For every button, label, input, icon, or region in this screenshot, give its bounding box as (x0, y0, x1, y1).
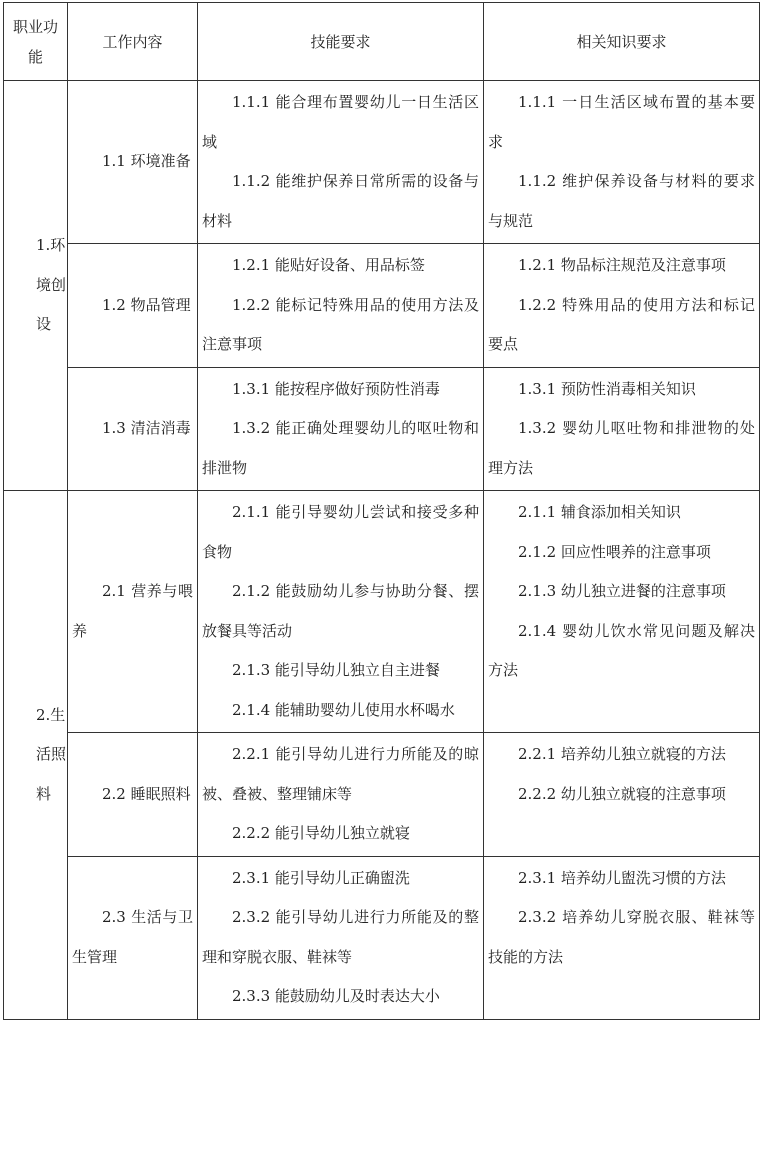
work-label: 1.3 清洁消毒 (102, 419, 191, 437)
table-row (4, 81, 760, 244)
skills-cell (198, 367, 484, 491)
skills-cell (198, 491, 484, 733)
table-row (4, 733, 760, 857)
table-row (4, 491, 760, 733)
work-label: 2.2 睡眠照料 (102, 784, 191, 803)
work-label: 1.1 环境准备 (102, 152, 191, 171)
knowledge-item: 2.1.2 回应性喂养的注意事项 (518, 542, 711, 561)
skill-item: 2.3.1 能引导幼儿正确盥洗 (232, 868, 410, 887)
work-cell (68, 244, 198, 368)
skills-cell (198, 733, 484, 857)
table-row (4, 367, 760, 491)
header-knowledge: 相关知识要求 (484, 3, 760, 81)
knowledge-item: 2.3.1 培养幼儿盥洗习惯的方法 (518, 868, 726, 887)
work-cell (68, 491, 198, 733)
work-cell (68, 81, 198, 244)
table-row (4, 856, 760, 1019)
work-label: 2.3 生活与卫生管理 (72, 908, 193, 966)
header-row (4, 3, 760, 81)
skill-item: 1.2.1 能贴好设备、用品标签 (232, 256, 425, 274)
knowledge-item: 2.3.2 培养幼儿穿脱衣服、鞋袜等技能的方法 (488, 908, 755, 966)
skill-item: 2.3.3 能鼓励幼儿及时表达大小 (232, 987, 440, 1005)
knowledge-cell (484, 81, 760, 244)
knowledge-item: 2.1.1 辅食添加相关知识 (518, 503, 681, 521)
skills-cell (198, 856, 484, 1019)
header-skills: 技能要求 (198, 3, 484, 81)
skill-item: 2.1.1 能引导婴幼儿尝试和接受多种食物 (202, 503, 479, 561)
work-label: 1.2 物品管理 (102, 295, 191, 314)
skill-item: 2.1.2 能鼓励幼儿参与协助分餐、摆放餐具等活动 (202, 582, 479, 640)
knowledge-item: 1.3.1 预防性消毒相关知识 (518, 379, 696, 398)
knowledge-item: 1.1.1 一日生活区域布置的基本要求 (488, 93, 755, 151)
function-cell (4, 491, 68, 1020)
knowledge-item: 1.2.2 特殊用品的使用方法和标记要点 (488, 295, 755, 353)
work-cell (68, 733, 198, 857)
work-cell (68, 367, 198, 491)
skill-item: 1.3.2 能正确处理婴幼儿的呕吐物和排泄物 (202, 419, 479, 477)
skills-cell (198, 81, 484, 244)
knowledge-item: 1.1.2 维护保养设备与材料的要求与规范 (488, 172, 755, 230)
knowledge-item: 2.1.3 幼儿独立进餐的注意事项 (518, 582, 726, 600)
header-function: 职业功能 (4, 3, 68, 81)
knowledge-item: 2.2.1 培养幼儿独立就寝的方法 (518, 745, 726, 763)
knowledge-item: 1.3.2 婴幼儿呕吐物和排泄物的处理方法 (488, 419, 755, 477)
function-cell (4, 81, 68, 491)
skill-item: 2.1.3 能引导幼儿独立自主进餐 (232, 661, 440, 679)
skills-cell (198, 244, 484, 368)
header-work-content: 工作内容 (68, 3, 198, 81)
competency-table (3, 2, 760, 1020)
knowledge-item: 2.2.2 幼儿独立就寝的注意事项 (518, 784, 726, 803)
function-label: 2.生活照料 (36, 705, 67, 803)
knowledge-cell (484, 856, 760, 1019)
skill-item: 1.1.2 能维护保养日常所需的设备与材料 (202, 172, 479, 230)
skill-item: 1.1.1 能合理布置婴幼儿一日生活区域 (202, 93, 479, 151)
knowledge-cell (484, 244, 760, 368)
knowledge-item: 1.2.1 物品标注规范及注意事项 (518, 256, 726, 274)
knowledge-cell (484, 733, 760, 857)
knowledge-cell (484, 367, 760, 491)
knowledge-item: 2.1.4 婴幼儿饮水常见问题及解决方法 (488, 621, 755, 679)
skill-item: 1.3.1 能按程序做好预防性消毒 (232, 379, 440, 398)
skill-item: 2.3.2 能引导幼儿进行力所能及的整理和穿脱衣服、鞋袜等 (202, 908, 479, 966)
skill-item: 2.2.1 能引导幼儿进行力所能及的晾被、叠被、整理铺床等 (202, 745, 479, 803)
knowledge-cell (484, 491, 760, 733)
skill-item: 1.2.2 能标记特殊用品的使用方法及注意事项 (202, 295, 479, 353)
table-row (4, 244, 760, 368)
skill-item: 2.1.4 能辅助婴幼儿使用水杯喝水 (232, 700, 455, 719)
function-label: 1.环境创设 (36, 236, 67, 334)
skill-item: 2.2.2 能引导幼儿独立就寝 (232, 824, 410, 842)
work-label: 2.1 营养与喂养 (72, 582, 193, 640)
work-cell (68, 856, 198, 1019)
